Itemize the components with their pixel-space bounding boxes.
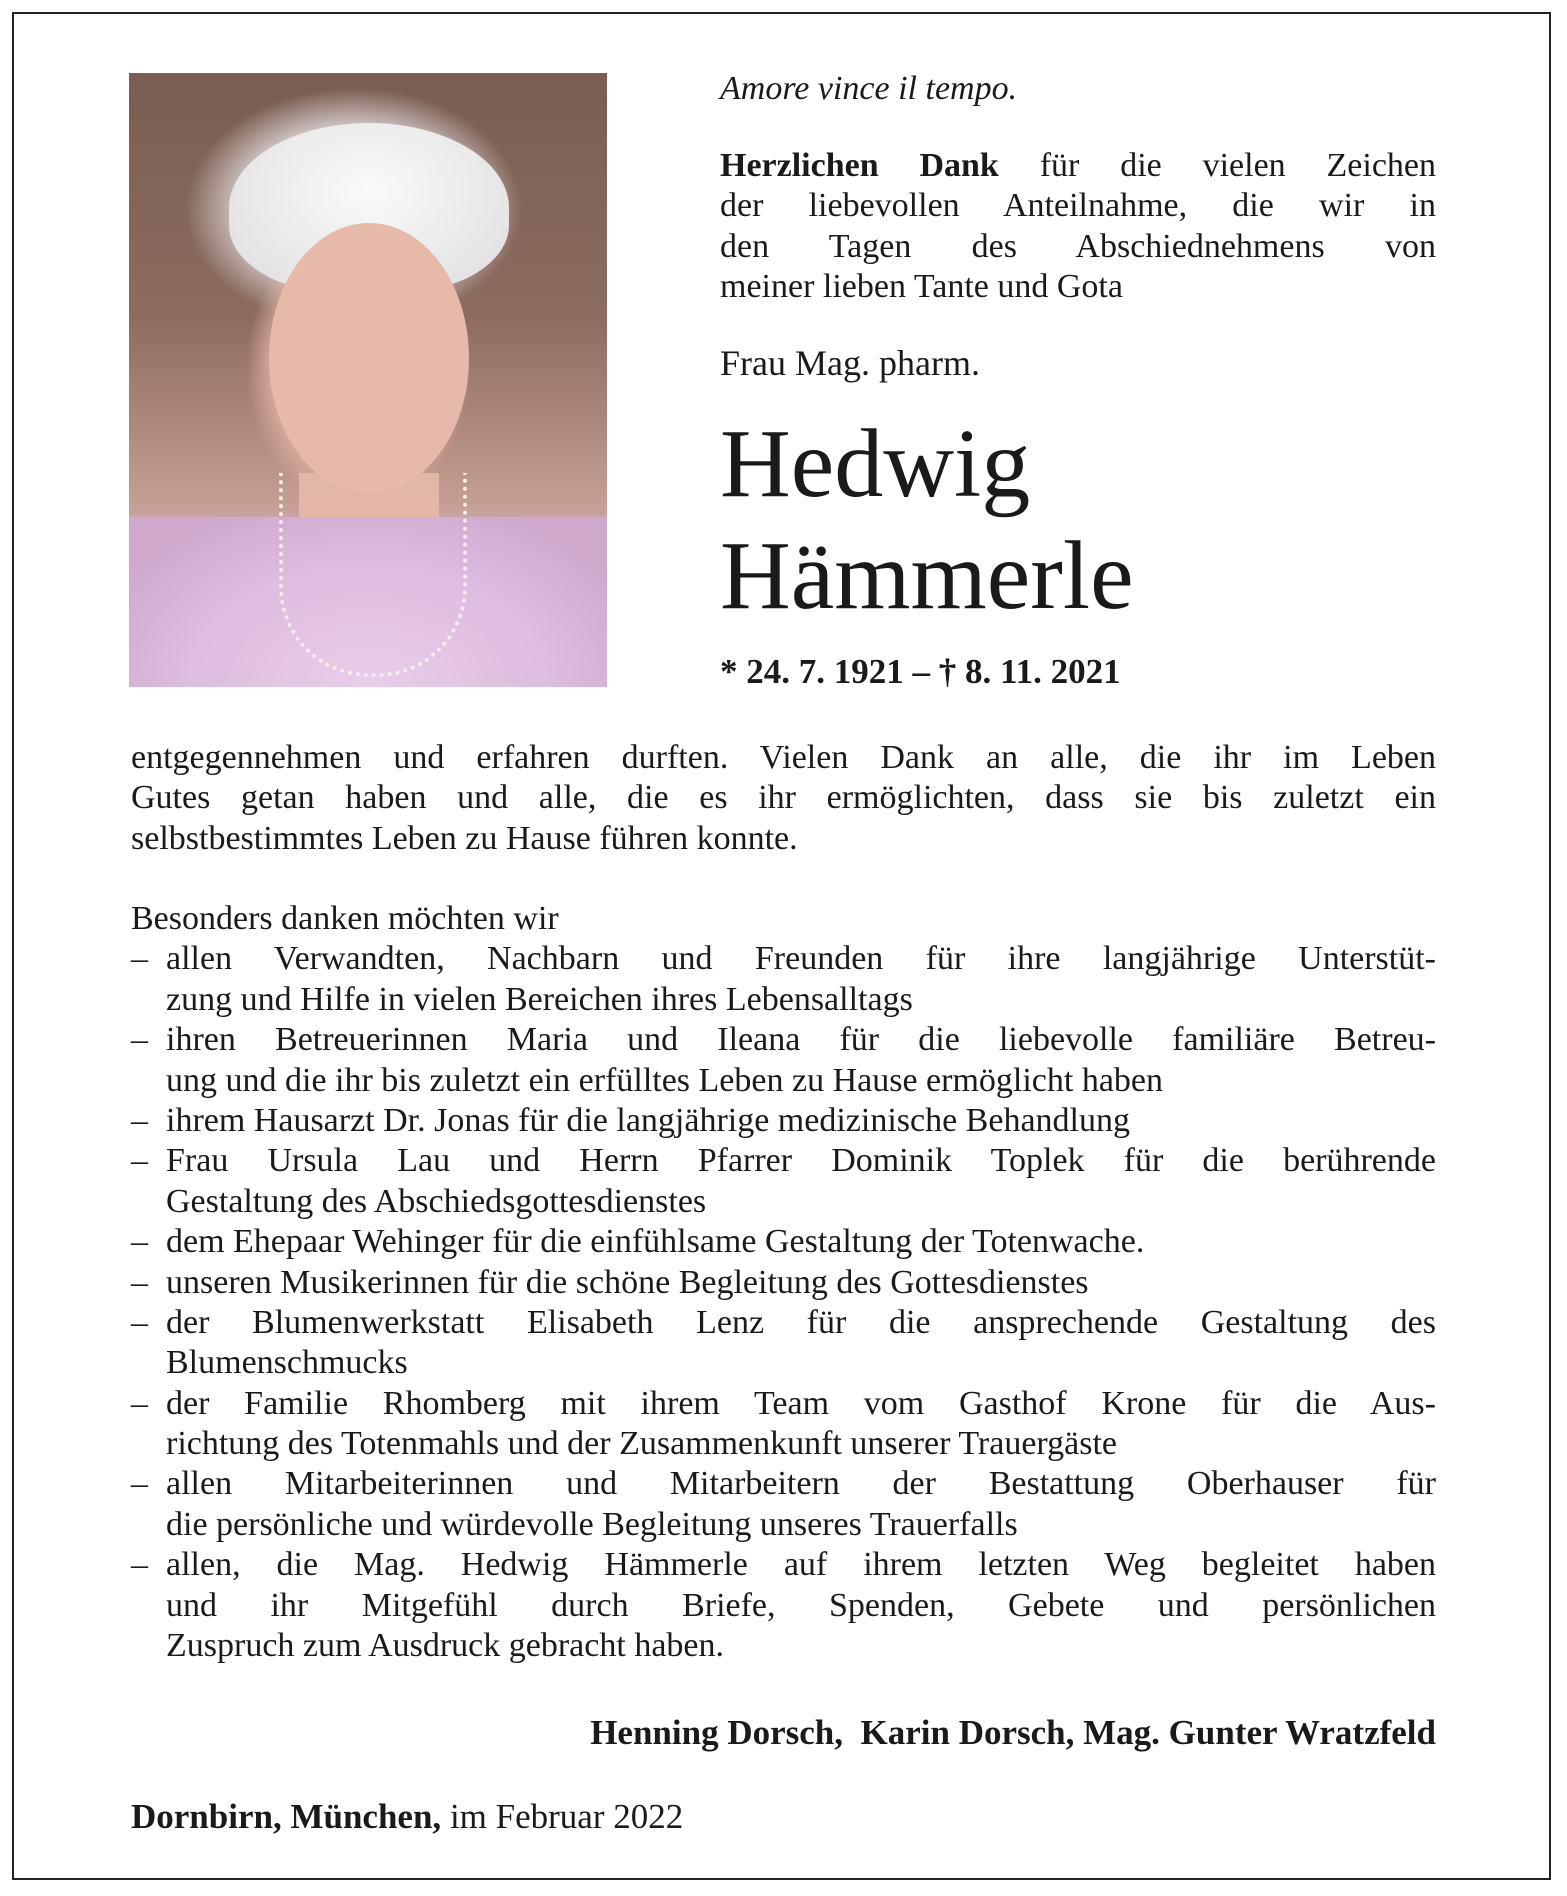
list-intro: Besonders danken möchten wir	[131, 900, 559, 937]
list-item-line: Frau Ursula Lau und Herrn Pfarrer Dominik Toplek für die berührende	[166, 1142, 1436, 1180]
first-name: Hedwig	[720, 410, 1031, 518]
deceased-name	[720, 408, 1436, 632]
list-item	[131, 1020, 1436, 1101]
motto: Amore vince il tempo.	[720, 70, 1018, 107]
body-line: entgegennehmen und erfahren durften. Vielen Dank an alle, die ihr im Leben	[131, 739, 1436, 776]
list-item	[131, 1101, 1436, 1141]
dash: –	[131, 1465, 148, 1503]
list-item	[131, 1222, 1436, 1262]
list-item-line: Blumenschmucks	[166, 1344, 408, 1382]
list-item-line: unseren Musikerinnen für die schöne Begleitung des Gottesdienstes	[166, 1263, 1089, 1301]
last-name: Hämmerle	[720, 522, 1134, 630]
list-item-line: die persönliche und würdevolle Begleitung unseres Trauerfalls	[166, 1505, 1018, 1543]
body-paragraph	[131, 738, 1436, 859]
list-item-line: allen, die Mag. Hedwig Hämmerle auf ihrem letzten Weg begleitet haben	[166, 1546, 1436, 1584]
body-line: selbstbestimmtes Leben zu Hause führen konnte.	[131, 819, 798, 857]
date: im Februar 2022	[441, 1797, 684, 1836]
list-item-line: allen Mitarbeiterinnen und Mitarbeitern der Bestattung Oberhauser für	[166, 1465, 1436, 1503]
thanks-line: der liebevollen Anteilnahme, die wir in	[720, 187, 1436, 225]
list-item-line: zung und Hilfe in vielen Bereichen ihres Lebensalltags	[166, 980, 913, 1018]
list-item-line: der Familie Rhomberg mit ihrem Team vom Gasthof Krone für die Aus-	[166, 1384, 1436, 1422]
portrait-photo	[129, 73, 607, 687]
list-item-line: ihren Betreuerinnen Maria und Ileana für die liebevolle familiäre Betreu-	[166, 1021, 1436, 1059]
dash: –	[131, 1546, 148, 1584]
list-item	[131, 1384, 1436, 1465]
dash: –	[131, 1223, 148, 1261]
thanks-list	[131, 899, 1436, 1666]
list-item	[131, 1464, 1436, 1545]
life-dates: * 24. 7. 1921 – † 8. 11. 2021	[720, 652, 1121, 691]
list-item-line: richtung des Totenmahls und der Zusammenkunft unserer Trauergäste	[166, 1425, 1118, 1463]
list-item-line: der Blumenwerkstatt Elisabeth Lenz für die ansprechende Gestaltung des	[166, 1303, 1436, 1341]
thanks-line: den Tagen des Abschiednehmens von	[720, 227, 1436, 265]
dash: –	[131, 1142, 148, 1180]
thanks-line: für die vielen Zeichen	[998, 147, 1436, 184]
list-item-line: Gestaltung des Abschiedsgottesdienstes	[166, 1182, 707, 1220]
list-item-line: dem Ehepaar Wehinger für die einfühlsame Gestaltung der Totenwache.	[166, 1223, 1145, 1261]
body-line: Gutes getan haben und alle, die es ihr ermöglichten, dass sie bis zuletzt ein	[131, 779, 1436, 817]
dash: –	[131, 1384, 148, 1422]
dash: –	[131, 1303, 148, 1341]
list-item-line: allen Verwandten, Nachbarn und Freunden für ihre langjährige Unterstüt-	[166, 940, 1436, 978]
list-item	[131, 1263, 1436, 1303]
list-item	[131, 939, 1436, 1020]
list-item-line: ung und die ihr bis zuletzt ein erfülltes Leben zu Hause ermöglicht haben	[166, 1061, 1164, 1099]
list-item-line: und ihr Mitgefühl durch Briefe, Spenden, Gebete und persönlichen	[166, 1586, 1436, 1624]
thanks-line: meiner lieben Tante und Gota	[720, 268, 1123, 306]
thanks-paragraph	[720, 146, 1436, 308]
dash: –	[131, 1101, 148, 1139]
thanks-bold: Herzlichen Dank	[720, 147, 999, 184]
dash: –	[131, 1263, 148, 1301]
list-item	[131, 1303, 1436, 1384]
list-item-line: ihrem Hausarzt Dr. Jonas für die langjährige medizinische Behandlung	[166, 1101, 1130, 1139]
dash: –	[131, 940, 148, 978]
title: Frau Mag. pharm.	[720, 343, 980, 383]
list-item	[131, 1141, 1436, 1222]
place: Dornbirn, München,	[131, 1797, 442, 1836]
list-item	[131, 1545, 1436, 1666]
dash: –	[131, 1021, 148, 1059]
place-date	[131, 1797, 683, 1837]
list-item-line: Zuspruch zum Ausdruck gebracht haben.	[166, 1627, 724, 1665]
signatures: Henning Dorsch, Karin Dorsch, Mag. Gunter Wratzfeld	[590, 1713, 1436, 1752]
